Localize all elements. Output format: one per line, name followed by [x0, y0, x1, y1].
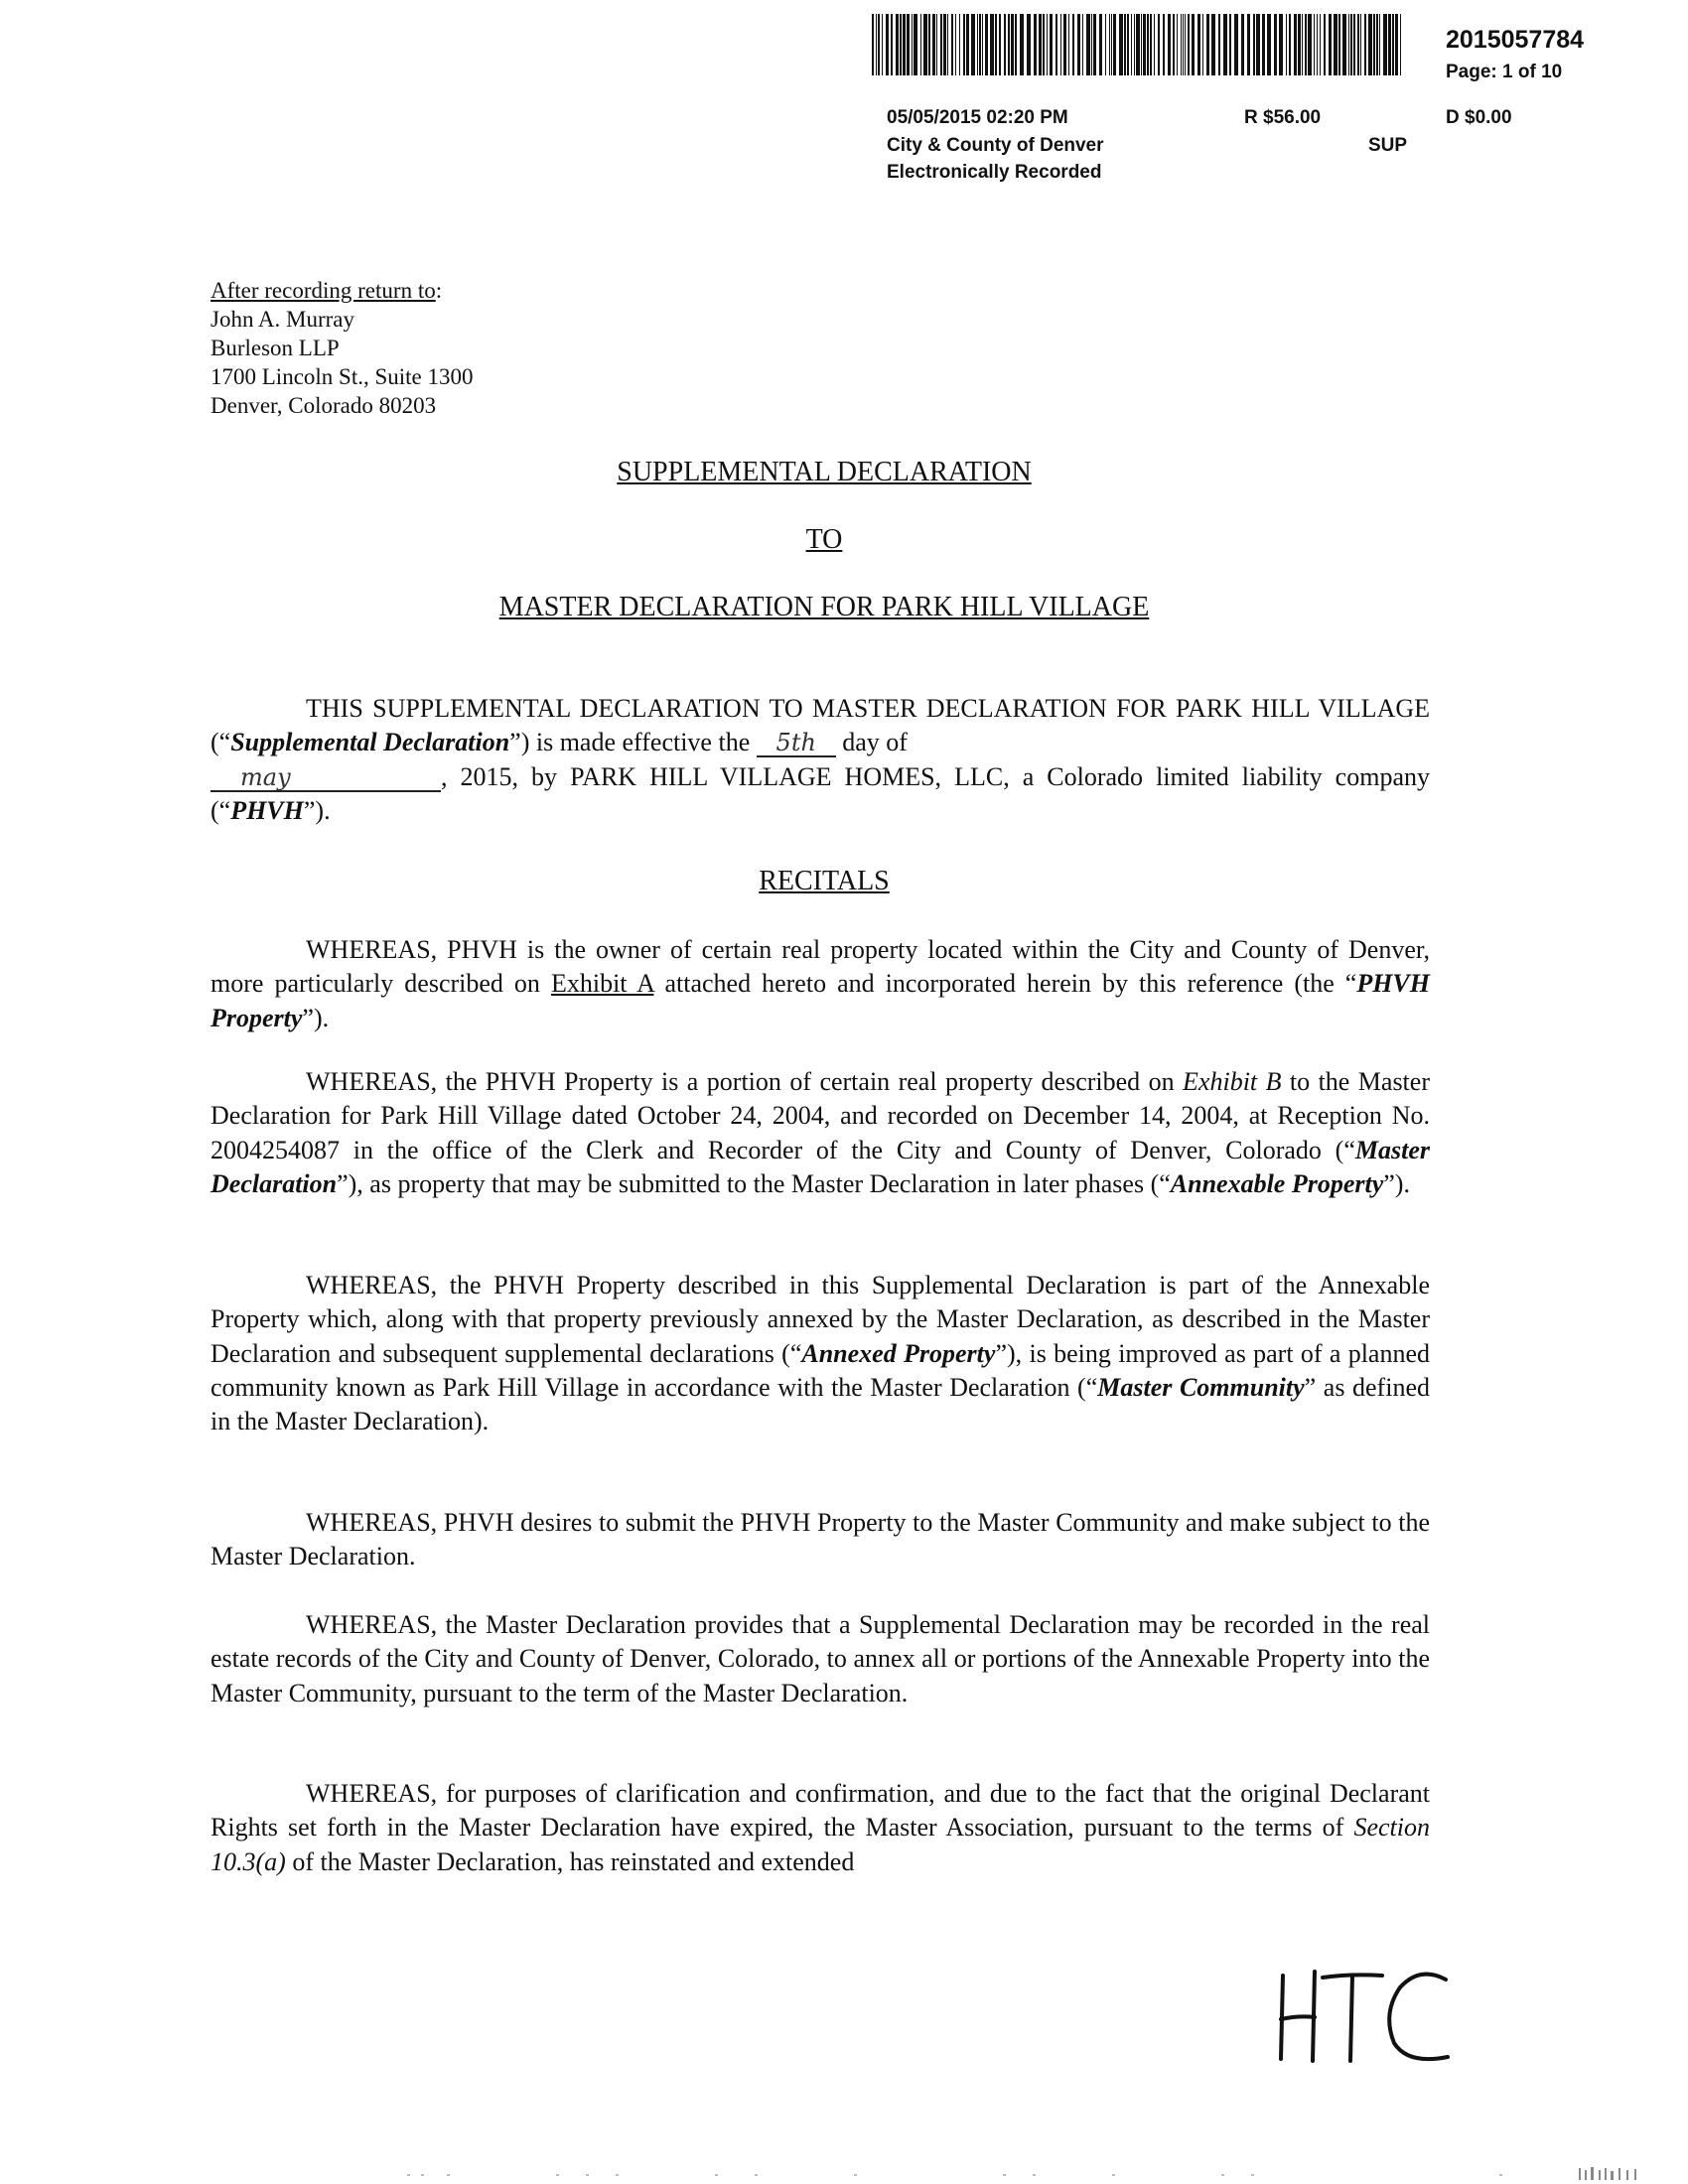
exhibit-b-reference: Exhibit B — [1183, 1067, 1282, 1096]
handwritten-day: 5th — [757, 730, 836, 757]
recitals-heading: RECITALS — [759, 866, 890, 896]
handwritten-month: may — [211, 764, 441, 792]
recording-method: Electronically Recorded — [887, 162, 1102, 183]
recording-datetime: 05/05/2015 02:20 PM — [887, 107, 1068, 128]
documentary-fee: D $0.00 — [1446, 107, 1512, 128]
document-type: SUP — [1368, 135, 1408, 156]
barcode — [872, 14, 1405, 75]
recital-paragraph-2: WHEREAS, the PHVH Property is a portion of certain real property described on Exhibit B to the Master Declaration for Park Hill Village dated October 24, 2004, and recorded on December 14, 2004, at Reception No. 2004254087 in the office of the Clerk and Recorder of the City and County of Denver, Colorado (“Master Declaration”), as property that may be submitted to the Master Declaration in later phases (“Annexable Property”). — [211, 1067, 1430, 1198]
document-title-line-1: SUPPLEMENTAL DECLARATION — [617, 457, 1032, 487]
return-label: After recording return to: — [211, 278, 443, 303]
recital-paragraph-5: WHEREAS, the Master Declaration provides that a Supplemental Declaration may be recorded in the real estate records of the City and County of Denver, Colorado, to annex all or portions of the Annexable Property into the Master Community, pursuant to the term of the Master Declaration. — [211, 1610, 1430, 1707]
handwritten-initials — [1271, 1962, 1460, 2071]
document-title-line-3: MASTER DECLARATION FOR PARK HILL VILLAGE — [498, 592, 1150, 622]
recital-paragraph-6: WHEREAS, for purposes of clarification and confirmation, and due to the fact that the original Declarant Rights set forth in the Master Declaration have expired, the Master Association, pursuant to the terms of Section 10.3(a) of the Master Declaration, has reinstated and extended — [211, 1779, 1430, 1876]
intro-paragraph: THIS SUPPLEMENTAL DECLARATION TO MASTER DECLARATION FOR PARK HILL VILLAGE (“Supplemental Declaration”) is made effective the 5th day of may , 2015, by PARK HILL VILLAGE HOMES, LLC, a Colorado limited liability company (“PHVH”). — [211, 694, 1430, 825]
reception-number: 2015057784 — [1446, 26, 1585, 54]
return-firm: Burleson LLP — [211, 336, 340, 360]
recital-paragraph-1: WHEREAS, PHVH is the owner of certain real property located within the City and County of Denver, more particularly described on Exhibit A attached hereto and incorporated herein by this reference (the “PHVH Property”). — [211, 935, 1430, 1032]
section-reference: Section 10.3(a) — [211, 1813, 1430, 1876]
recital-paragraph-3: WHEREAS, the PHVH Property described in this Supplemental Declaration is part of the Annexable Property which, along with that property previously annexed by the Master Declaration, as described in the Master Declaration and subsequent supplemental declarations (“Annexed Property”), is being improved as part of a planned community known as Park Hill Village in accordance with the Master Declaration (“Master Community” as defined in the Master Declaration). — [211, 1271, 1431, 1436]
recital-paragraph-4: WHEREAS, PHVH desires to submit the PHVH Property to the Master Community and make subject to the Master Declaration. — [211, 1508, 1430, 1571]
return-address — [211, 276, 474, 420]
recording-fee: R $56.00 — [1244, 107, 1322, 128]
page-info: Page: 1 of 10 — [1446, 62, 1563, 82]
return-street: 1700 Lincoln St., Suite 1300 — [211, 364, 474, 389]
exhibit-a-reference: Exhibit A — [550, 969, 654, 999]
scan-noise — [0, 2164, 1688, 2184]
recording-county: City & County of Denver — [887, 135, 1104, 156]
document-title-line-2: TO — [805, 524, 843, 555]
return-city: Denver, Colorado 80203 — [211, 393, 437, 418]
return-name: John A. Murray — [211, 307, 355, 332]
